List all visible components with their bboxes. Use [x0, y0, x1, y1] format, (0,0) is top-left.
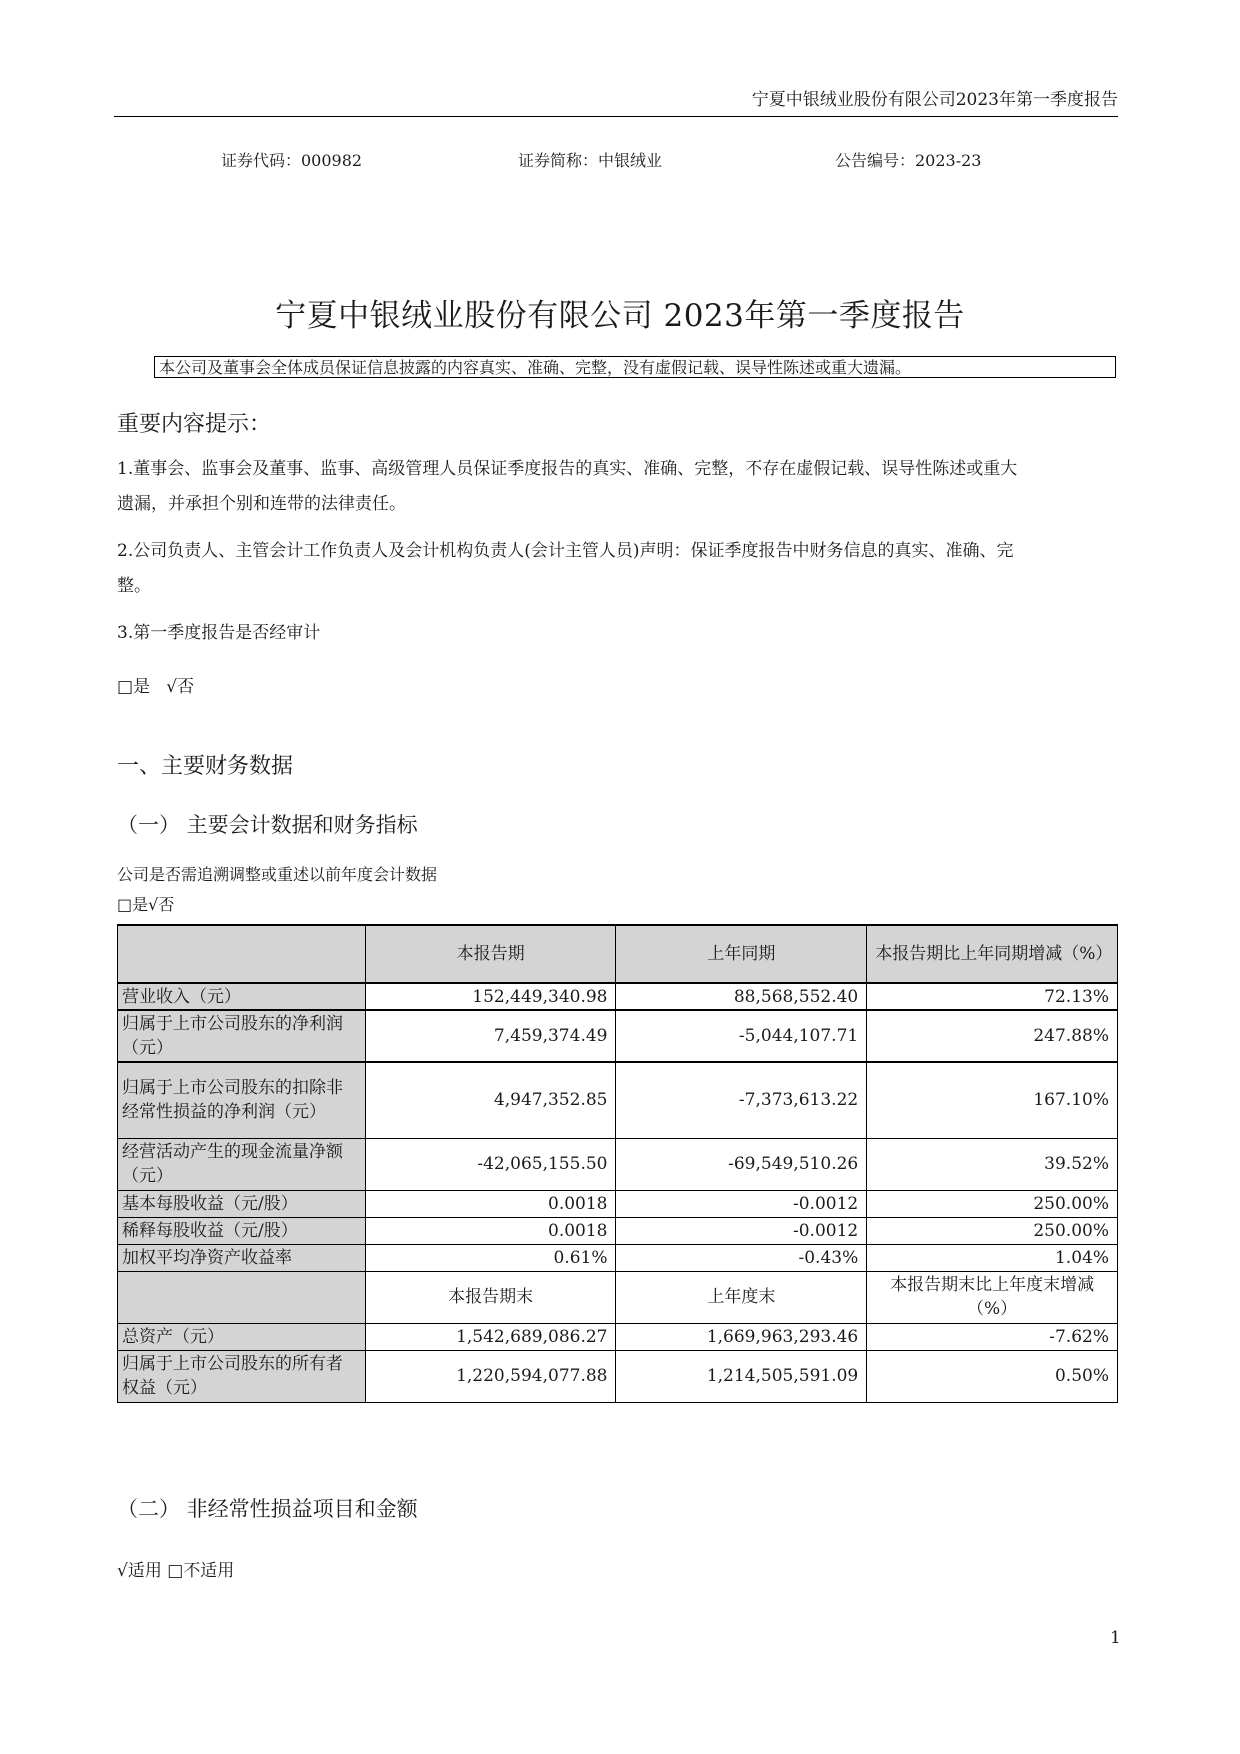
- cell-current: 0.61%: [365, 1244, 616, 1271]
- table-row: [118, 1010, 1118, 1062]
- table-header-row-2: [118, 1271, 1118, 1323]
- section-1-heading: 一、主要财务数据: [117, 754, 294, 779]
- header-prior-year-end: 上年度末: [616, 1271, 867, 1323]
- important-item-2: [117, 534, 1117, 604]
- document-title: 宁夏中银绒业股份有限公司 2023年第一季度报告: [275, 298, 965, 334]
- table-header-row: [118, 925, 1118, 983]
- important-heading: 重要内容提示：: [117, 412, 272, 437]
- cell-prior: -7,373,613.22: [616, 1062, 867, 1138]
- restate-no-label: 否: [158, 895, 175, 914]
- cell-prior: 88,568,552.40: [616, 983, 867, 1010]
- table-row: [118, 1350, 1118, 1402]
- row-label: 基本每股收益（元/股）: [118, 1190, 366, 1217]
- row-label: 总资产（元）: [118, 1323, 366, 1350]
- cell-change: -7.62%: [867, 1323, 1118, 1350]
- cell-prior: -0.0012: [616, 1190, 867, 1217]
- table-row: [118, 1244, 1118, 1271]
- cell-prior: -69,549,510.26: [616, 1138, 867, 1190]
- financial-data-table: [117, 924, 1118, 1403]
- table-row: [118, 1323, 1118, 1350]
- page-number: 1: [1110, 1628, 1121, 1648]
- cell-current: 1,542,689,086.27: [365, 1323, 616, 1350]
- table-row: [118, 1062, 1118, 1138]
- section-1-sub-2-heading: （二） 非经常性损益项目和金额: [117, 1497, 418, 1521]
- cell-current: 0.0018: [365, 1217, 616, 1244]
- applicable-options: [117, 1560, 234, 1582]
- stock-abbreviation: 证券简称：中银绒业: [518, 151, 663, 170]
- stock-code: 证券代码：000982: [221, 151, 363, 170]
- row-label: 加权平均净资产收益率: [118, 1244, 366, 1271]
- audit-no-label: 否: [177, 677, 195, 697]
- header-prior-period: 上年同期: [616, 925, 867, 983]
- cell-change: 72.13%: [867, 983, 1118, 1010]
- section-1-sub-1-heading: （一） 主要会计数据和财务指标: [117, 813, 418, 837]
- disclosure-notice: 本公司及董事会全体成员保证信息披露的内容真实、准确、完整，没有虚假记载、误导性陈述或重大遗漏。: [154, 356, 1116, 378]
- announcement-number: 公告编号：2023-23: [835, 151, 982, 170]
- cell-prior: -5,044,107.71: [616, 1010, 867, 1062]
- applicable-label: 适用: [127, 1561, 162, 1581]
- cell-prior: 1,669,963,293.46: [616, 1323, 867, 1350]
- row-label: 营业收入（元）: [118, 983, 366, 1010]
- audit-no-check-icon[interactable]: √: [166, 677, 178, 697]
- important-item-3: 3.第一季度报告是否经审计: [117, 623, 321, 643]
- restate-options: [117, 894, 174, 916]
- cell-current: 7,459,374.49: [365, 1010, 616, 1062]
- cell-current: -42,065,155.50: [365, 1138, 616, 1190]
- row-label: 经营活动产生的现金流量净额（元）: [118, 1138, 366, 1190]
- header-current-period: 本报告期: [365, 925, 616, 983]
- cell-current: 1,220,594,077.88: [365, 1350, 616, 1402]
- restate-question: 公司是否需追溯调整或重述以前年度会计数据: [117, 865, 438, 884]
- row-label: 归属于上市公司股东的净利润（元）: [118, 1010, 366, 1062]
- cell-current: 152,449,340.98: [365, 983, 616, 1010]
- audit-yes-label: 是: [133, 677, 151, 697]
- cell-change: 0.50%: [867, 1350, 1118, 1402]
- cell-change: 247.88%: [867, 1010, 1118, 1062]
- not-applicable-checkbox[interactable]: □: [167, 1561, 184, 1581]
- restate-no-check-icon[interactable]: √: [148, 895, 159, 914]
- cell-change: 250.00%: [867, 1190, 1118, 1217]
- row-label: 归属于上市公司股东的所有者权益（元）: [118, 1350, 366, 1402]
- row-label: 稀释每股收益（元/股）: [118, 1217, 366, 1244]
- restate-yes-label: 是: [132, 895, 149, 914]
- cell-prior: -0.0012: [616, 1217, 867, 1244]
- item-1-line-2: 遗漏，并承担个别和连带的法律责任。: [117, 494, 406, 514]
- cell-current: 4,947,352.85: [365, 1062, 616, 1138]
- table-row: [118, 983, 1118, 1010]
- table-row: [118, 1190, 1118, 1217]
- item-2-line-2: 整。: [117, 576, 151, 596]
- row-label: 归属于上市公司股东的扣除非经常性损益的净利润（元）: [118, 1062, 366, 1138]
- header-change: 本报告期比上年同期增减（%）: [867, 925, 1118, 983]
- header-blank: [118, 925, 366, 983]
- restate-yes-checkbox[interactable]: □: [117, 895, 133, 914]
- important-item-1: [117, 452, 1117, 522]
- applicable-check-icon[interactable]: √: [117, 1561, 128, 1581]
- header-change-end: 本报告期末比上年度末增减（%）: [867, 1271, 1118, 1323]
- header-blank: [118, 1271, 366, 1323]
- cell-current: 0.0018: [365, 1190, 616, 1217]
- item-2-line-1: 2.公司负责人、主管会计工作负责人及会计机构负责人(会计主管人员)声明：保证季度报告中财务信息的真实、准确、完: [117, 541, 1014, 561]
- cell-prior: -0.43%: [616, 1244, 867, 1271]
- cell-change: 1.04%: [867, 1244, 1118, 1271]
- header-period-end: 本报告期末: [365, 1271, 616, 1323]
- audit-options: [117, 670, 1117, 705]
- running-header: 宁夏中银绒业股份有限公司2023年第一季度报告: [114, 88, 1118, 117]
- not-applicable-label: 不适用: [183, 1561, 235, 1581]
- cell-change: 39.52%: [867, 1138, 1118, 1190]
- table-row: [118, 1217, 1118, 1244]
- audit-yes-checkbox[interactable]: □: [117, 677, 134, 697]
- cell-prior: 1,214,505,591.09: [616, 1350, 867, 1402]
- cell-change: 250.00%: [867, 1217, 1118, 1244]
- item-1-line-1: 1.董事会、监事会及董事、监事、高级管理人员保证季度报告的真实、准确、完整，不存在虚假记载、误导性陈述或重大: [117, 459, 1018, 479]
- cell-change: 167.10%: [867, 1062, 1118, 1138]
- table-row: [118, 1138, 1118, 1190]
